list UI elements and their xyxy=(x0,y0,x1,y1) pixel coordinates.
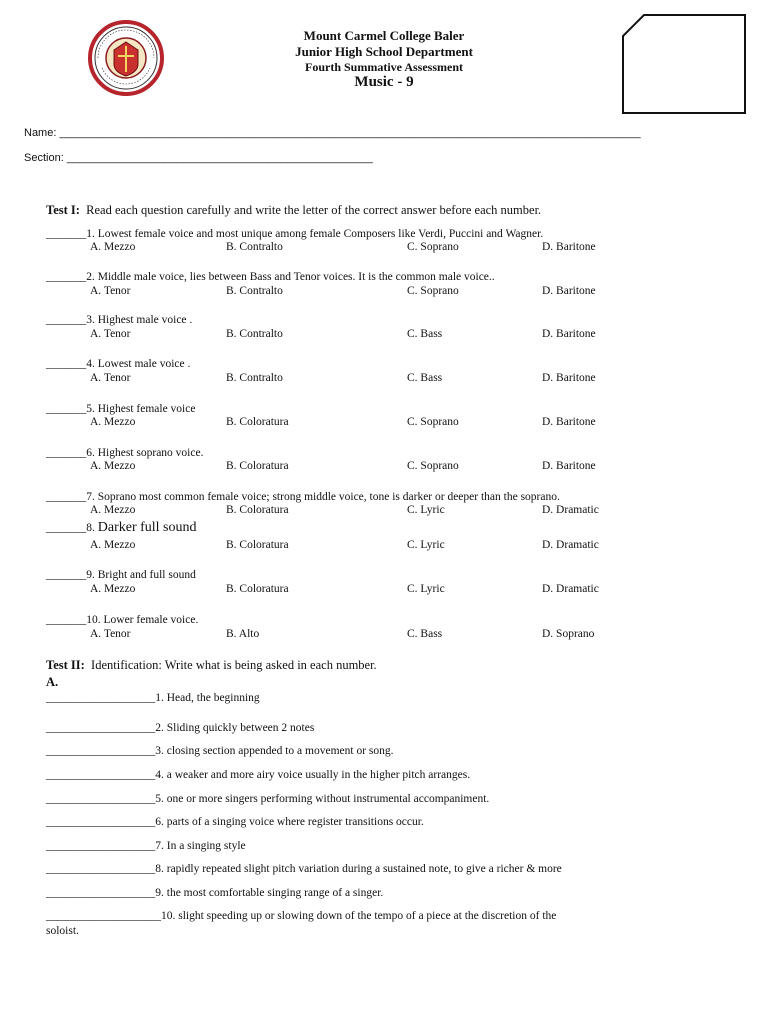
choice-b[interactable]: B. Alto xyxy=(226,628,260,640)
choices-3 xyxy=(0,328,768,342)
choice-d[interactable]: D. Baritone xyxy=(542,241,596,253)
question-1: _______1. Lowest female voice and most unique among female Composers like Verdi, Puccini and Wagner. xyxy=(46,228,544,240)
choice-d[interactable]: D. Dramatic xyxy=(542,583,599,595)
identification-item-6[interactable]: ___________________6. parts of a singing voice where register transitions occur. xyxy=(46,816,424,828)
choice-c[interactable]: C. Soprano xyxy=(407,460,459,472)
choice-d[interactable]: D. Baritone xyxy=(542,372,596,384)
choice-a[interactable]: A. Mezzo xyxy=(90,583,136,595)
choice-a[interactable]: A. Mezzo xyxy=(90,539,136,551)
choice-b[interactable]: B. Coloratura xyxy=(226,583,289,595)
choices-1 xyxy=(0,241,768,255)
choice-d[interactable]: D. Baritone xyxy=(542,285,596,297)
score-box[interactable] xyxy=(622,14,746,114)
identification-item-8[interactable]: ___________________8. rapidly repeated slight pitch variation during a sustained note, to give a richer & more xyxy=(46,863,562,875)
test2-instruction: Identification: Write what is being asked in each number. xyxy=(91,658,377,672)
question-2: _______2. Middle male voice, lies between Bass and Tenor voices. It is the common male voice.. xyxy=(46,271,495,283)
question-6: _______6. Highest soprano voice. xyxy=(46,447,204,459)
choice-c[interactable]: C. Bass xyxy=(407,328,443,340)
choice-b[interactable]: B. Contralto xyxy=(226,241,283,253)
choices-6 xyxy=(0,460,768,474)
choice-b[interactable]: B. Coloratura xyxy=(226,504,289,516)
choice-a[interactable]: A. Tenor xyxy=(90,372,131,384)
school-name: Mount Carmel College Baler xyxy=(303,28,465,43)
question-8-number: _______8. xyxy=(46,522,95,534)
choice-c[interactable]: C. Bass xyxy=(407,628,443,640)
choice-d[interactable]: D. Soprano xyxy=(542,628,595,640)
identification-item-7[interactable]: ___________________7. In a singing style xyxy=(46,840,246,852)
choice-c[interactable]: C. Lyric xyxy=(407,504,445,516)
identification-item-4[interactable]: ___________________4. a weaker and more airy voice usually in the higher pitch arranges. xyxy=(46,769,471,781)
identification-item-10-continued: soloist. xyxy=(46,925,79,937)
choices-4 xyxy=(0,372,768,386)
choice-b[interactable]: B. Coloratura xyxy=(226,460,289,472)
choice-b[interactable]: B. Coloratura xyxy=(226,539,289,551)
choice-c[interactable]: C. Lyric xyxy=(407,539,445,551)
choice-a[interactable]: A. Mezzo xyxy=(90,504,136,516)
choice-c[interactable]: C. Bass xyxy=(407,372,443,384)
name-field[interactable]: Name: _______________________________________________________________________________________________ xyxy=(24,127,641,139)
question-10: _______10. Lower female voice. xyxy=(46,614,199,626)
question-8 xyxy=(46,521,197,535)
choice-a[interactable]: A. Mezzo xyxy=(90,416,136,428)
test1-instruction: Read each question carefully and write the letter of the correct answer before each number. xyxy=(86,203,542,217)
assessment-title: Fourth Summative Assessment xyxy=(305,60,463,74)
choice-c[interactable]: C. Soprano xyxy=(407,285,459,297)
choices-7 xyxy=(0,504,768,518)
choice-a[interactable]: A. Tenor xyxy=(90,328,131,340)
question-8-text: Darker full sound xyxy=(97,520,197,535)
test2-heading xyxy=(46,658,377,673)
question-5: _______5. Highest female voice xyxy=(46,403,196,415)
question-4: _______4. Lowest male voice . xyxy=(46,358,191,370)
identification-item-2[interactable]: ___________________2. Sliding quickly between 2 notes xyxy=(46,722,315,734)
choices-5 xyxy=(0,416,768,430)
test2-label: Test II: xyxy=(46,658,85,672)
test1-label: Test I: xyxy=(46,203,80,217)
identification-item-5[interactable]: ___________________5. one or more singers performing without instrumental accompaniment. xyxy=(46,793,490,805)
choices-8 xyxy=(0,539,768,553)
identification-item-10[interactable]: ____________________10. slight speeding up or slowing down of the tempo of a piece at the discretion of the xyxy=(46,910,557,922)
choice-a[interactable]: A. Tenor xyxy=(90,285,131,297)
identification-item-9[interactable]: ___________________9. the most comfortable singing range of a singer. xyxy=(46,887,384,899)
choice-d[interactable]: D. Baritone xyxy=(542,416,596,428)
choices-10 xyxy=(0,628,768,642)
question-3: _______3. Highest male voice . xyxy=(46,314,193,326)
question-9: _______9. Bright and full sound xyxy=(46,569,196,581)
choice-d[interactable]: D. Baritone xyxy=(542,460,596,472)
choices-9 xyxy=(0,583,768,597)
choice-d[interactable]: D. Dramatic xyxy=(542,504,599,516)
choice-c[interactable]: C. Lyric xyxy=(407,583,445,595)
choice-d[interactable]: D. Dramatic xyxy=(542,539,599,551)
test1-heading xyxy=(46,203,541,218)
choices-2 xyxy=(0,285,768,299)
choice-a[interactable]: A. Mezzo xyxy=(90,241,136,253)
choice-c[interactable]: C. Soprano xyxy=(407,416,459,428)
choice-b[interactable]: B. Coloratura xyxy=(226,416,289,428)
choice-b[interactable]: B. Contralto xyxy=(226,372,283,384)
question-7: _______7. Soprano most common female voice; strong middle voice, tone is darker or deeper than the soprano. xyxy=(46,491,560,503)
choice-c[interactable]: C. Soprano xyxy=(407,241,459,253)
choice-b[interactable]: B. Contralto xyxy=(226,328,283,340)
choice-a[interactable]: A. Mezzo xyxy=(90,460,136,472)
subject-title: Music - 9 xyxy=(354,74,414,90)
department-name: Junior High School Department xyxy=(295,44,473,59)
identification-item-3[interactable]: ___________________3. closing section appended to a movement or song. xyxy=(46,745,394,757)
choice-b[interactable]: B. Contralto xyxy=(226,285,283,297)
identification-item-1[interactable]: ___________________1. Head, the beginning xyxy=(46,692,260,704)
section-field[interactable]: Section: __________________________________________________ xyxy=(24,152,373,164)
choice-d[interactable]: D. Baritone xyxy=(542,328,596,340)
part-a-label: A. xyxy=(46,675,59,689)
choice-a[interactable]: A. Tenor xyxy=(90,628,131,640)
